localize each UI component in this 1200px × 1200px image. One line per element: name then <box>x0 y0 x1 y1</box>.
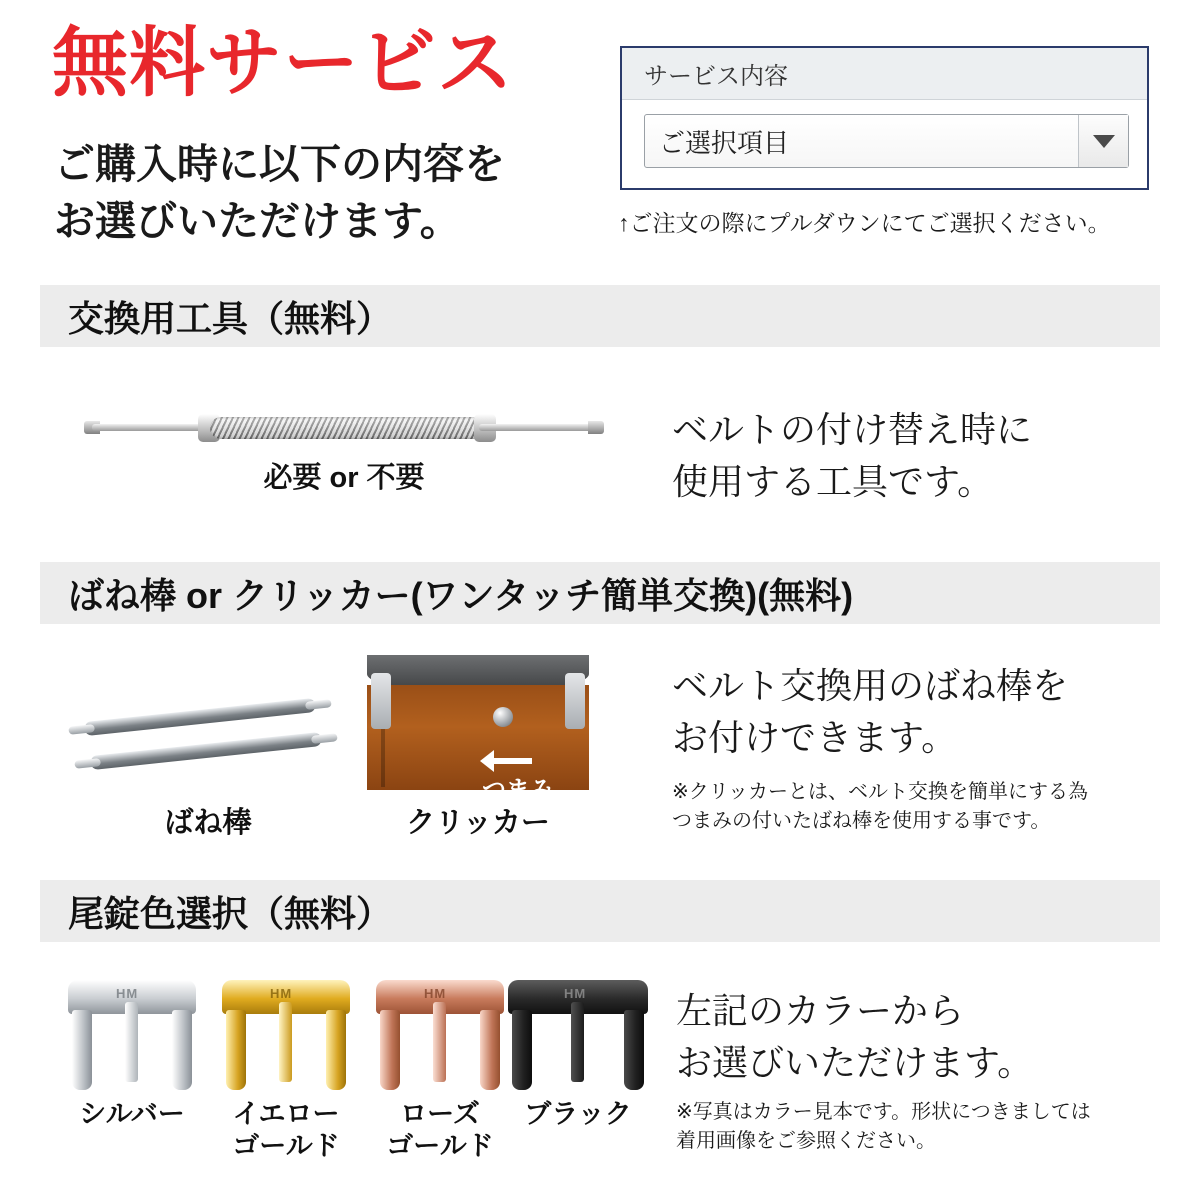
arrow-left-icon <box>480 750 532 772</box>
buckle-caption-rose-gold <box>366 1098 514 1163</box>
page-subtitle-line1: ご購入時に以下の内容を <box>54 141 505 187</box>
springbar-note <box>672 778 1088 836</box>
tool-description-line2: 使用する工具です。 <box>672 461 994 503</box>
chevron-down-icon[interactable] <box>1078 115 1128 167</box>
springbar-caption: ばね棒 <box>164 807 252 839</box>
page-subtitle-line2: お選びいただけます。 <box>54 197 461 244</box>
clicker-caption: クリッカー <box>406 807 550 839</box>
page-title: 無料サービス <box>52 21 514 106</box>
buckle-rose-gold-image <box>376 980 504 1090</box>
buckle-caption-rose-gold-line2: ゴールド <box>386 1131 494 1162</box>
buckle-caption-silver <box>58 1098 206 1130</box>
buckle-silver-image <box>68 980 196 1090</box>
springbar-description <box>672 660 1068 764</box>
buckle-caption-rose-gold-line1: ローズ <box>400 1099 480 1129</box>
tool-caption: 必要 or 不要 <box>263 462 425 494</box>
service-select-panel <box>620 46 1149 190</box>
buckle-logo: HM <box>270 986 293 1001</box>
buckle-yellow-gold-image <box>222 980 350 1090</box>
buckle-black-image <box>508 980 648 1090</box>
tool-description-line1: ベルトの付け替え時に <box>672 409 1033 450</box>
service-select-dropdown[interactable] <box>644 114 1129 168</box>
clicker-photo-label: つまみ <box>482 777 554 804</box>
section-heading-buckle-text: 尾錠色選択（無料） <box>68 892 393 934</box>
springbar-description-line2: お付けできます。 <box>672 717 958 759</box>
buckle-description-line1: 左記のカラーから <box>676 990 965 1031</box>
buckle-logo: HM <box>424 986 447 1001</box>
clicker-photo <box>367 655 589 790</box>
buckle-caption-black <box>504 1098 652 1130</box>
buckle-caption-silver-line1: シルバー <box>79 1099 185 1129</box>
tool-description <box>672 404 1032 508</box>
section-heading-springbar <box>40 562 1160 624</box>
section-heading-tool-text: 交換用工具（無料） <box>68 297 393 339</box>
buckle-description-line2: お選びいただけます。 <box>676 1042 1034 1084</box>
service-select-label: サービス内容 <box>622 48 1147 100</box>
buckle-note-line1: ※写真はカラー見本です。形状につきましては <box>676 1101 1091 1123</box>
spring-bar-tool-image <box>84 404 604 452</box>
buckle-note-line2: 着用画像をご参照ください。 <box>676 1130 936 1152</box>
buckle-description <box>676 985 1033 1089</box>
buckle-logo: HM <box>116 986 139 1001</box>
springbar-note-line2: つまみの付いたばね棒を使用する事です。 <box>672 810 1051 832</box>
service-select-value: ご選択項目 <box>659 127 790 158</box>
spring-bars-image <box>78 700 338 780</box>
buckle-caption-yellow-gold-line1: イエロー <box>232 1099 340 1129</box>
page-subtitle <box>54 136 505 249</box>
section-heading-tool <box>40 285 1160 347</box>
buckle-caption-black-line1: ブラック <box>524 1099 632 1129</box>
buckle-logo: HM <box>564 986 587 1001</box>
section-heading-buckle <box>40 880 1160 942</box>
service-select-note: ↑ご注文の際にプルダウンにてご選択ください。 <box>618 210 1111 236</box>
buckle-caption-yellow-gold-line2: ゴールド <box>232 1131 340 1162</box>
section-heading-springbar-text: ばね棒 or クリッカー(ワンタッチ簡単交換)(無料) <box>68 574 854 616</box>
springbar-description-line1: ベルト交換用のばね棒を <box>672 665 1069 706</box>
springbar-note-line1: ※クリッカーとは、ベルト交換を簡単にする為 <box>672 781 1088 803</box>
buckle-caption-yellow-gold <box>212 1098 360 1163</box>
buckle-note <box>676 1098 1091 1156</box>
